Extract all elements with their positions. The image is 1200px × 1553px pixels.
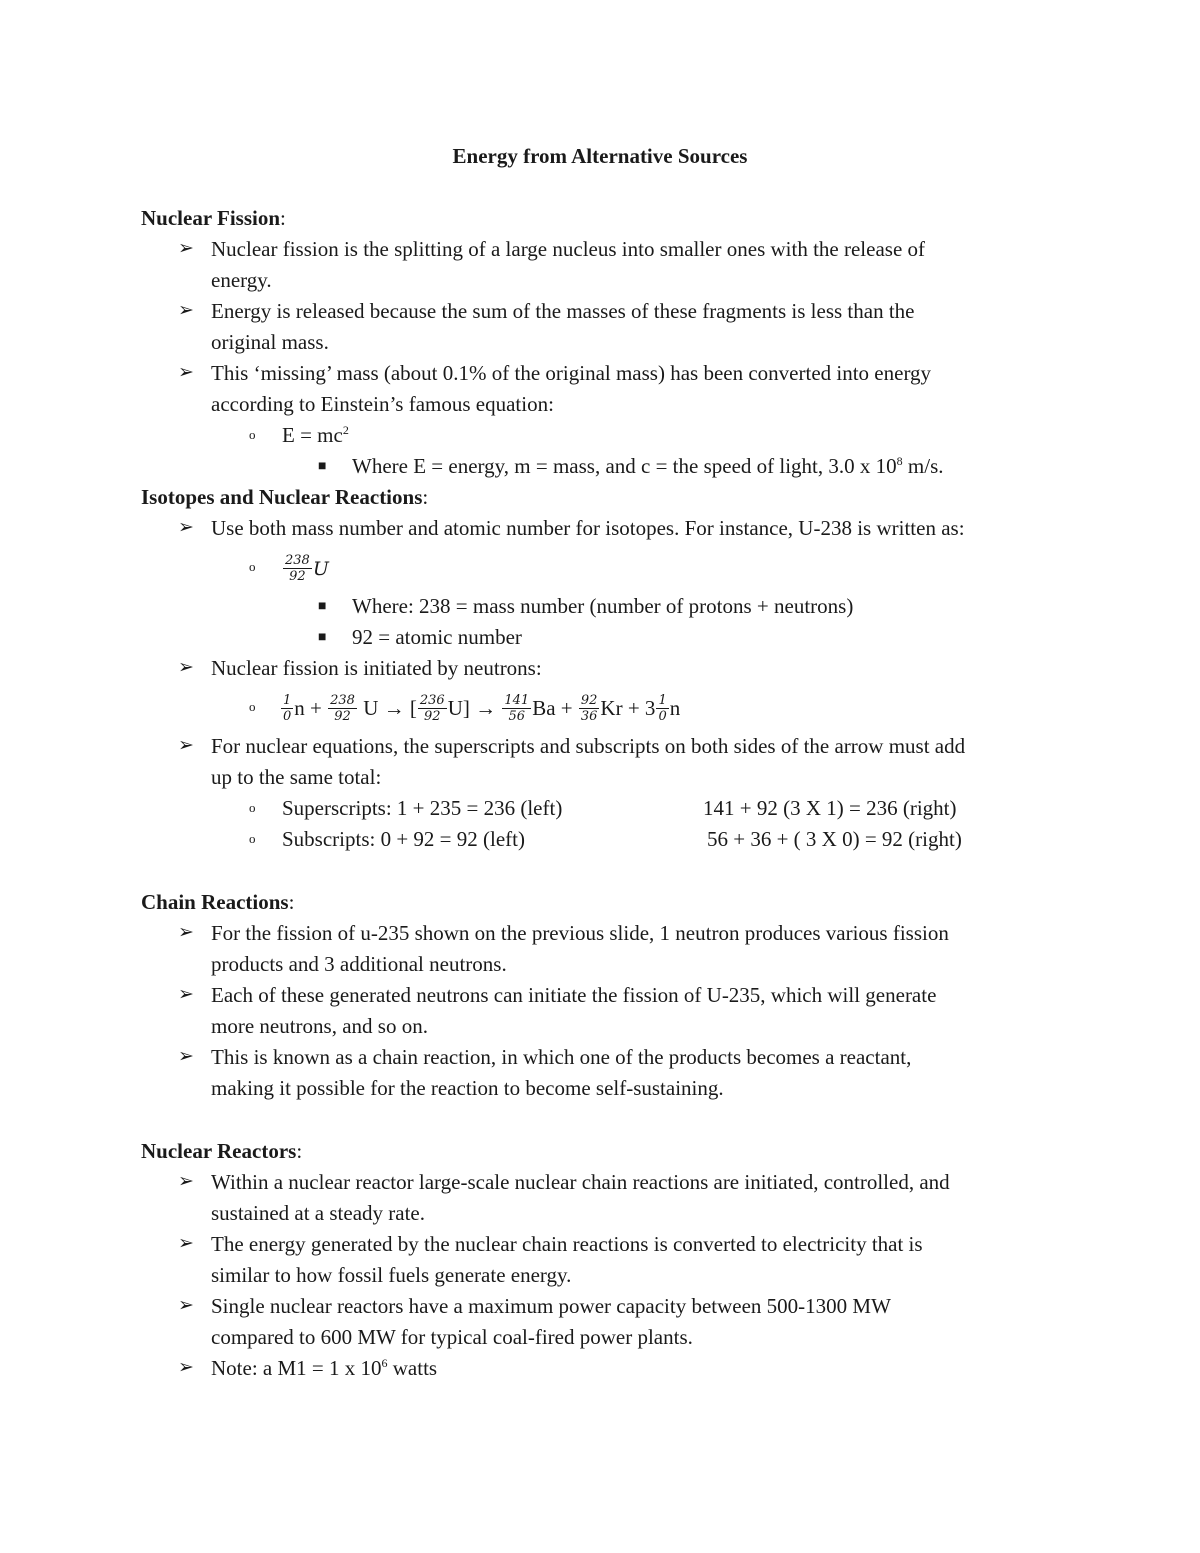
heading-text: Isotopes and Nuclear Reactions (141, 485, 423, 509)
isotope-notation (282, 550, 329, 586)
square-bullet-icon: ■ (318, 599, 327, 614)
bullet-text: This ‘missing’ mass (about 0.1% of the original mass) has been converted into energy (211, 361, 932, 385)
symbol: n (294, 696, 305, 720)
symbol: n (669, 696, 681, 720)
superscripts-right: 141 + 92 (3 X 1) = 236 (right) (703, 796, 957, 820)
frac-top: 236 (419, 692, 445, 708)
circle-bullet-icon: o (249, 427, 256, 442)
arrow-bullet-icon: ➢ (178, 657, 194, 678)
sub-bullet-text: 92 = atomic number (352, 625, 522, 649)
barium-fraction (502, 693, 531, 724)
subscripts-right: 56 + 36 + ( 3 X 0) = 92 (right) (707, 827, 962, 851)
bullet-text: more neutrons, and so on. (211, 1014, 428, 1038)
frac-top: 1 (658, 692, 667, 708)
note-prefix: Note: a M1 = 1 x 10 (211, 1356, 382, 1380)
bullet-text: Single nuclear reactors have a maximum power capacity between 500-1300 MW (211, 1294, 891, 1318)
frac-bottom: 0 (658, 708, 667, 724)
bullet-text: The energy generated by the nuclear chain reactions is converted to electricity that is (211, 1232, 923, 1256)
plus: + (304, 696, 328, 720)
sub-bullet-text: Where: 238 = mass number (number of protons + neutrons) (352, 594, 854, 618)
circle-bullet-icon: o (249, 800, 256, 815)
equation-exponent: 2 (342, 423, 349, 437)
symbol: U] (447, 696, 470, 720)
arrow-bullet-icon: ➢ (178, 362, 194, 383)
bullet-text: according to Einstein’s famous equation: (211, 392, 554, 416)
frac-top: 141 (504, 692, 530, 708)
frac-bottom: 36 (580, 708, 598, 724)
equation-text: E = mc (282, 423, 343, 447)
plus: + 3 (622, 696, 656, 720)
section-heading-chain (141, 887, 294, 917)
krypton-fraction (579, 693, 600, 724)
note-text (211, 1353, 437, 1383)
frac-bottom: 0 (283, 708, 292, 724)
frac-bottom: 92 (334, 708, 351, 724)
bullet-text: Use both mass number and atomic number for isotopes. For instance, U-238 is written as: (211, 516, 965, 540)
isotope-fraction (283, 553, 312, 584)
section-heading-isotopes (141, 482, 428, 512)
bullet-text: sustained at a steady rate. (211, 1201, 425, 1225)
symbol: U (357, 696, 384, 720)
arrow-bullet-icon: ➢ (178, 238, 194, 259)
heading-text: Nuclear Reactors (141, 1139, 297, 1163)
bullet-text: Nuclear fission is the splitting of a large nucleus into smaller ones with the release of (211, 237, 926, 261)
note-exponent: 6 (381, 1356, 388, 1370)
bullet-text: up to the same total: (211, 765, 382, 789)
heading-text: Chain Reactions (141, 890, 289, 914)
equation-where (352, 451, 944, 481)
circle-bullet-icon: o (249, 559, 256, 574)
frac-top: 238 (330, 692, 355, 708)
heading-colon: : (422, 485, 429, 509)
bullet-text: For nuclear equations, the superscripts and subscripts on both sides of the arrow must add (211, 734, 966, 758)
arrow-bullet-icon: ➢ (178, 984, 194, 1005)
section-heading-fission (141, 203, 286, 233)
subscripts-left: Subscripts: 0 + 92 = 92 (left) (282, 827, 525, 851)
heading-colon: : (296, 1139, 303, 1163)
heading-text: Nuclear Fission (141, 206, 281, 230)
bullet-text: energy. (211, 268, 272, 292)
atomic-number: 92 (289, 568, 306, 584)
circle-bullet-icon: o (249, 831, 256, 846)
circle-bullet-icon: o (249, 699, 256, 714)
note-unit: watts (387, 1356, 438, 1380)
page-title: Energy from Alternative Sources (452, 144, 748, 168)
frac-bottom: 92 (424, 708, 441, 724)
square-bullet-icon: ■ (318, 630, 327, 645)
bullet-text: Energy is released because the sum of the masses of these fragments is less than the (211, 299, 915, 323)
arrow-bullet-icon: ➢ (178, 300, 194, 321)
arrow-bullet-icon: ➢ (178, 1295, 194, 1316)
neutron-fraction (281, 693, 293, 724)
bullet-text: This is known as a chain reaction, in which one of the products becomes a reactant, (211, 1045, 912, 1069)
bullet-text: Nuclear fission is initiated by neutrons: (211, 656, 542, 680)
element-symbol: U (312, 558, 329, 580)
bullet-text: similar to how fossil fuels generate energy. (211, 1263, 572, 1287)
arrow-bullet-icon: ➢ (178, 517, 194, 538)
arrow: → (469, 696, 502, 720)
arrow-bullet-icon: ➢ (178, 922, 194, 943)
arrow-bullet-icon: ➢ (178, 1171, 194, 1192)
frac-top: 92 (580, 692, 598, 708)
arrow: → [ (383, 696, 417, 720)
neutron-fraction (656, 693, 668, 724)
bullet-text: original mass. (211, 330, 329, 354)
fission-equation (280, 690, 680, 726)
symbol: Ba (532, 696, 556, 720)
section-heading-reactors (141, 1136, 302, 1166)
where-unit: m/s. (902, 454, 944, 478)
bullet-text: For the fission of u-235 shown on the previous slide, 1 neutron produces various fission (211, 921, 949, 945)
heading-colon: : (280, 206, 286, 230)
uranium238-fraction (328, 693, 357, 724)
bullet-text: Each of these generated neutrons can initiate the fission of U-235, which will generate (211, 983, 937, 1007)
plus: + (555, 696, 578, 720)
bullet-text: Within a nuclear reactor large-scale nuclear chain reactions are initiated, controlled, and (211, 1170, 950, 1194)
square-bullet-icon: ■ (318, 459, 327, 474)
heading-colon: : (288, 890, 295, 914)
arrow-bullet-icon: ➢ (178, 1046, 194, 1067)
bullet-text: making it possible for the reaction to become self-sustaining. (211, 1076, 724, 1100)
where-exponent: 8 (896, 454, 903, 468)
bullet-text: compared to 600 MW for typical coal-fired power plants. (211, 1325, 693, 1349)
arrow-bullet-icon: ➢ (178, 1357, 194, 1378)
einstein-equation (282, 420, 349, 450)
where-text: Where E = energy, m = mass, and c = the speed of light, 3.0 x 10 (352, 454, 897, 478)
frac-bottom: 56 (508, 708, 526, 724)
mass-number: 238 (285, 552, 310, 568)
frac-top: 1 (283, 692, 292, 708)
superscripts-left: Superscripts: 1 + 235 = 236 (left) (282, 796, 563, 820)
bullet-text: products and 3 additional neutrons. (211, 952, 507, 976)
uranium236-fraction (418, 693, 447, 724)
arrow-bullet-icon: ➢ (178, 735, 194, 756)
arrow-bullet-icon: ➢ (178, 1233, 194, 1254)
symbol: Kr (600, 696, 623, 720)
